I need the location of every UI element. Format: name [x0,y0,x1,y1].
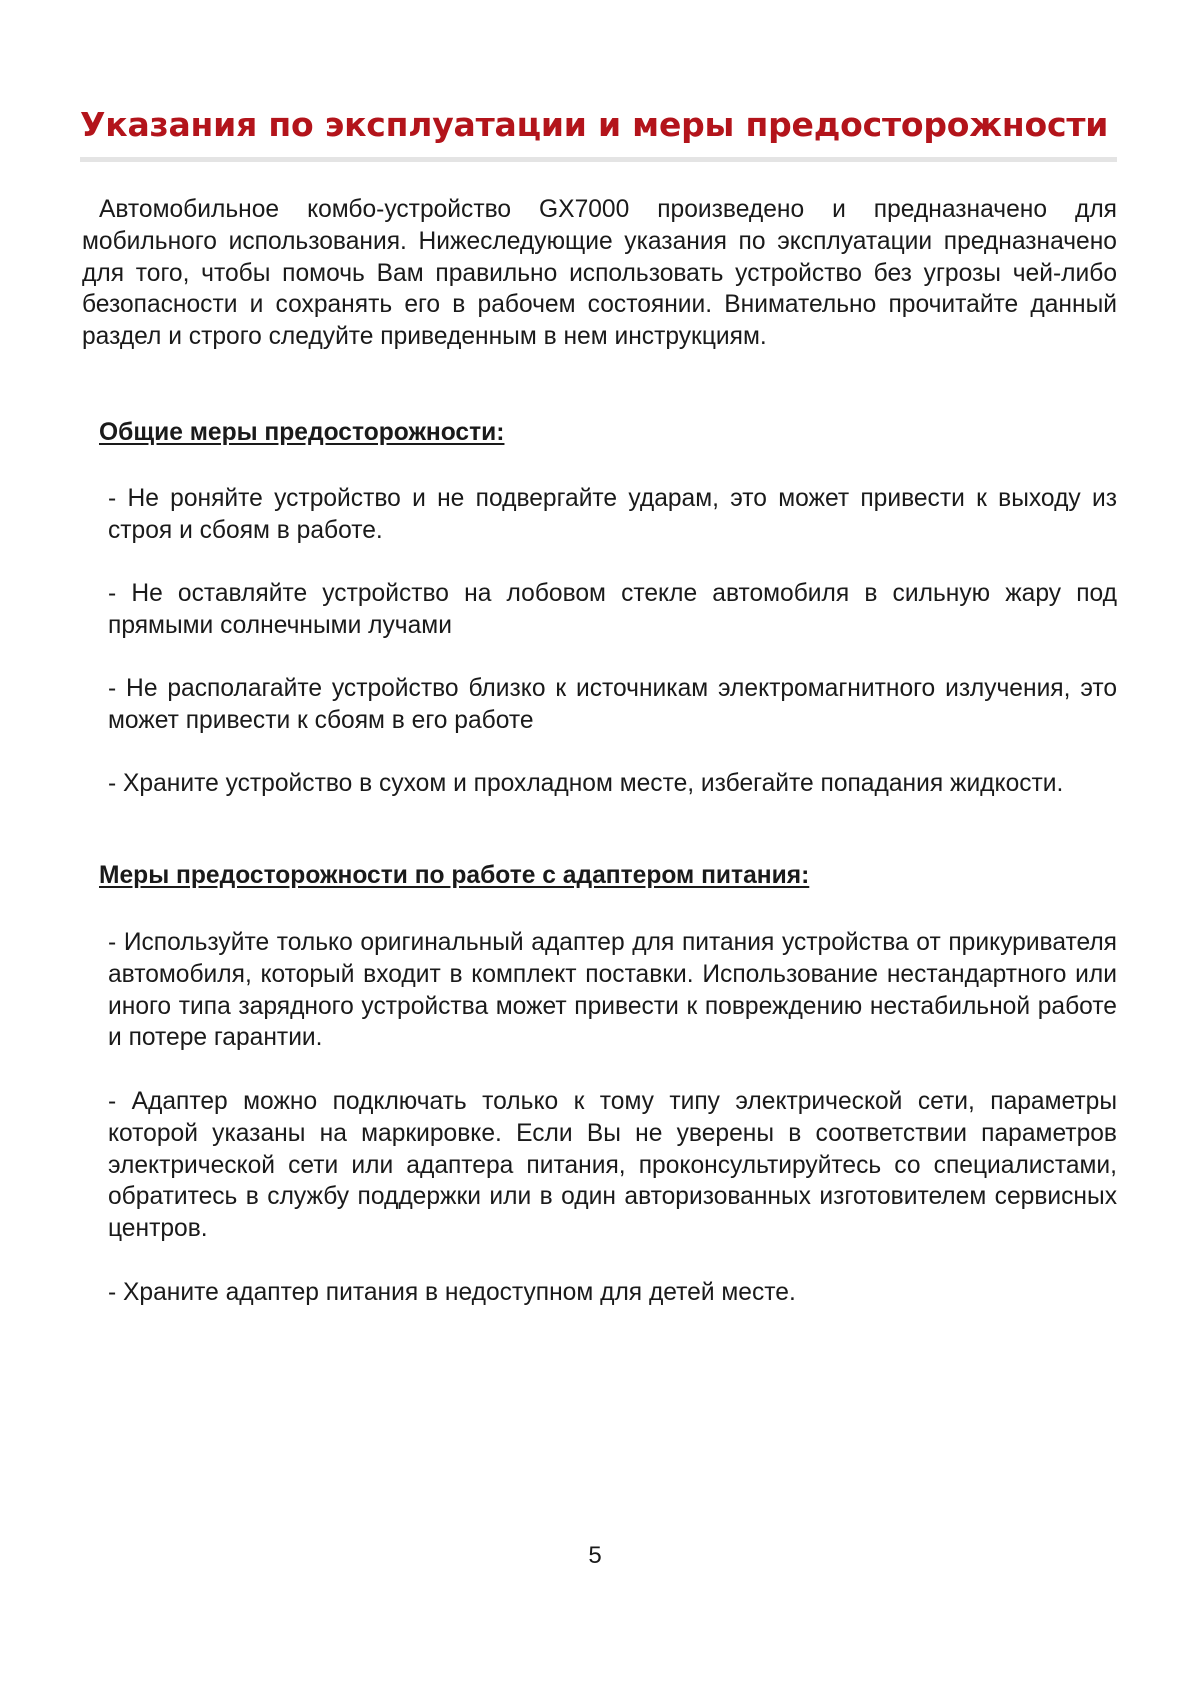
list-item: - Храните адаптер питания в недоступном для детей месте. [108,1279,796,1306]
list-item: - Не оставляйте устройство на лобовом стекле автомобиля в сильную жару под прямыми солнечными лучами [108,580,1117,639]
page-number: 5 [588,1542,602,1569]
list-item: - Используйте только оригинальный адаптер для питания устройства от прикуривателя автомобиля, который входит в комплект поставки. Использование нестандартного или иного типа зарядного устройства может привести к повреждению нестабильной работе и потере гарантии. [108,929,1117,1052]
list-item: - Не роняйте устройство и не подвергайте ударам, это может привести к выходу из строя и сбоям в работе. [108,485,1117,544]
title-divider [80,157,1117,162]
section-heading-general: Общие меры предосторожности: [99,419,505,446]
list-item: - Храните устройство в сухом и прохладном месте, избегайте попадания жидкости. [108,770,1064,797]
section-heading-power-adapter: Меры предосторожности по работе с адаптером питания: [99,862,810,889]
page-title: Указания по эксплуатации и меры предосторожности [80,105,1109,144]
list-item: - Не располагайте устройство близко к источникам электромагнитного излучения, это может привести к сбоям в его работе [108,675,1117,734]
list-item: - Адаптер можно подключать только к тому типу электрической сети, параметры которой указаны на маркировке. Если Вы не уверены в соответствии параметров электрической сети или адаптера питания, проконсультируйтесь со специалистами, обратитесь в службу поддержки или в один авторизованных изготовителем сервисных центров. [108,1088,1117,1243]
intro-paragraph: Автомобильное комбо-устройство GX7000 произведено и предназначено для мобильного использования. Нижеследующие указания по эксплуатации предназначено для того, чтобы помочь Вам правильно использовать устройство без угрозы чей-либо безопасности и сохранять его в рабочем состоянии. Внимательно прочитайте данный раздел и строго следуйте приведенным в нем инструкциям. [82,196,1117,351]
